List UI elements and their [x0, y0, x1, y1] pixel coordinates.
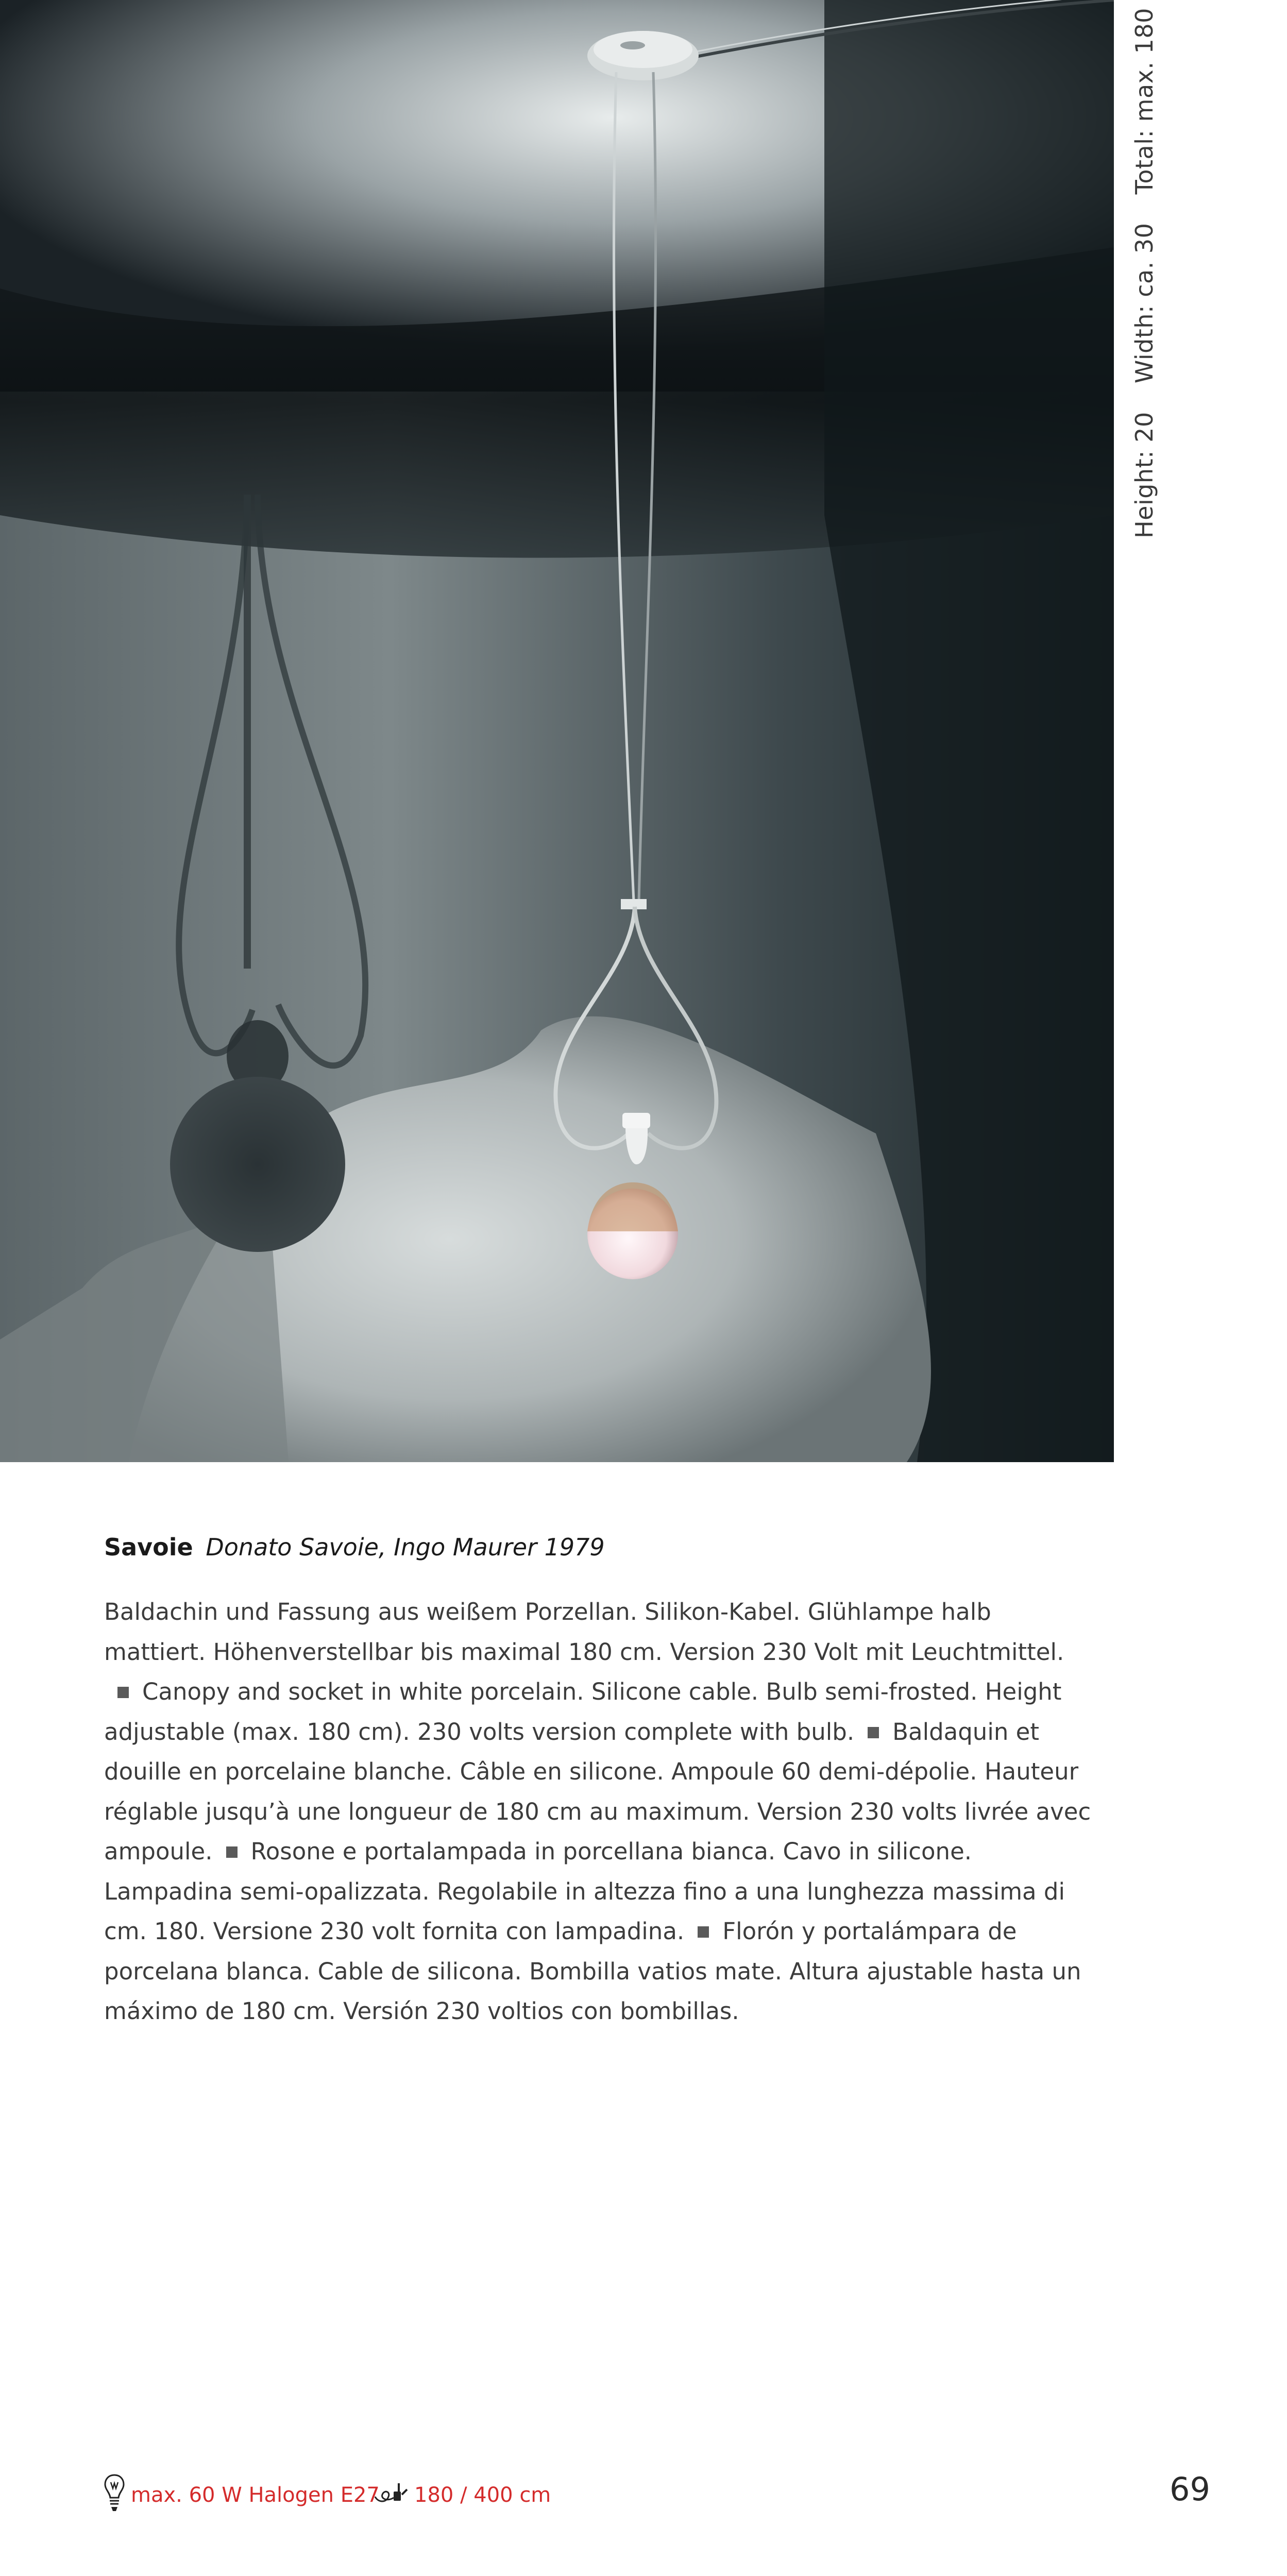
description-italian: Rosone e portalampada in porcellana bianca. Cavo in silicone. Lampadina semi-opalizzata. Regolabile in altezza fino a una lunghezza massima di cm. 180. Versione 230 volt fornita con lampadina. [104, 1838, 1065, 1945]
separator-square-icon [226, 1846, 238, 1858]
separator-square-icon [117, 1687, 129, 1698]
footer-specs [103, 2473, 1211, 2514]
product-photo [0, 0, 1114, 1462]
product-heading [104, 1533, 605, 1561]
dimensions-label [1121, 8, 1167, 538]
cable-spec: 180 / 400 cm [414, 2483, 551, 2507]
description-french: Baldaquin et douille en porcelaine blanche. Câble en silicone. Ampoule 60 demi-dépolie. Hauteur réglable jusqu’à une longueur de 180 cm au maximum. Version 230 volts livrée avec ampoule. [104, 1718, 1091, 1865]
separator-square-icon [698, 1926, 709, 1938]
dimension-width: Width: ca. 30 [1130, 223, 1158, 384]
dimension-total: Total: max. 180 [1130, 8, 1158, 195]
product-designers: Donato Savoie, Ingo Maurer 1979 [206, 1533, 605, 1561]
light-bulb-icon [103, 2473, 126, 2513]
description-german: Baldachin und Fassung aus weißem Porzellan. Silikon-Kabel. Glühlampe halb mattiert. Höhenverstellbar bis maximal 180 cm. Version 230 Volt mit Leuchtmittel. [104, 1598, 1064, 1666]
page-number: 69 [1170, 2470, 1210, 2508]
bulb-spec: max. 60 W Halogen E27 [131, 2483, 380, 2507]
product-description [104, 1592, 1098, 2031]
cable-plug-icon [373, 2479, 409, 2508]
description-spanish: Florón y portalámpara de porcelana blanca. Cable de silicona. Bombilla vatios mate. Altura ajustable hasta un máximo de 180 cm. Versión 230 voltios con bombillas. [104, 1918, 1081, 2025]
separator-square-icon [868, 1727, 879, 1738]
product-name: Savoie [104, 1533, 193, 1561]
dimension-height: Height: 20 [1130, 412, 1158, 538]
description-english: Canopy and socket in white porcelain. Silicone cable. Bulb semi-frosted. Height adjustable (max. 180 cm). 230 volts version complete with bulb. [104, 1678, 1062, 1745]
